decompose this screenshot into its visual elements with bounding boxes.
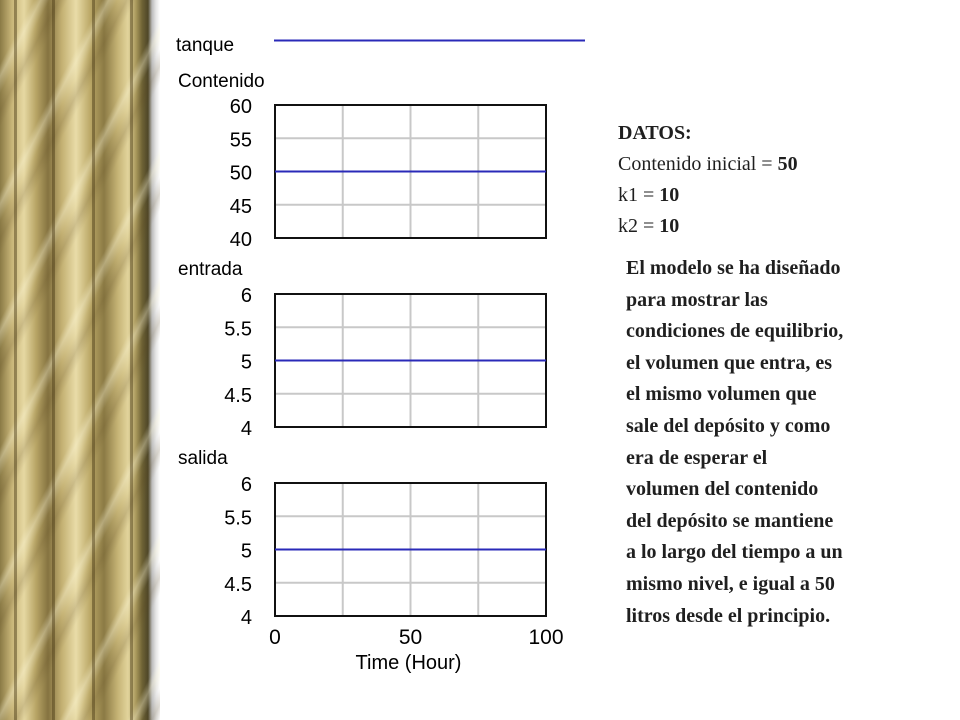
legend-label: tanque bbox=[176, 35, 235, 56]
datos-value: 10 bbox=[659, 215, 680, 237]
datos-label: Contenido inicial = bbox=[618, 153, 778, 175]
y-tick-label: 60 bbox=[229, 96, 252, 118]
description-line: mismo nivel, e igual a 50 bbox=[626, 572, 835, 595]
datos-value: 10 bbox=[659, 184, 680, 206]
chart-title: entrada bbox=[178, 259, 243, 280]
y-tick-label: 55 bbox=[229, 129, 252, 152]
description-line: el volumen que entra, es bbox=[626, 351, 833, 374]
description-text bbox=[626, 253, 926, 632]
y-tick-label: 5.5 bbox=[224, 507, 252, 530]
y-tick-label: 4 bbox=[240, 607, 252, 629]
datos-title: DATOS: bbox=[618, 122, 692, 144]
x-tick-label: 0 bbox=[269, 626, 281, 649]
y-tick-label: 5 bbox=[240, 351, 252, 374]
y-tick-label: 4 bbox=[240, 418, 252, 440]
y-tick-label: 45 bbox=[229, 195, 252, 218]
y-tick-label: 6 bbox=[240, 474, 252, 496]
description-line: era de esperar el bbox=[626, 446, 768, 469]
description-line: litros desde el principio. bbox=[626, 604, 831, 627]
datos-panel bbox=[618, 118, 918, 242]
x-tick-label: 100 bbox=[528, 626, 564, 649]
datos-value: 50 bbox=[777, 153, 798, 175]
y-tick-label: 5 bbox=[240, 540, 252, 563]
description-line: El modelo se ha diseñado bbox=[626, 257, 841, 279]
datos-line-k1 bbox=[618, 180, 918, 211]
datos-line-k2 bbox=[618, 211, 918, 242]
x-axis-label: Time (Hour) bbox=[355, 652, 462, 674]
y-tick-label: 6 bbox=[240, 285, 252, 307]
description-line: a lo largo del tiempo a un bbox=[626, 541, 843, 564]
description-line: el mismo volumen que bbox=[626, 383, 817, 406]
y-tick-label: 4.5 bbox=[224, 573, 252, 596]
datos-label: k1 = bbox=[618, 184, 660, 206]
y-tick-label: 4.5 bbox=[224, 384, 252, 407]
chart-title: salida bbox=[178, 448, 228, 469]
description-line: para mostrar las bbox=[626, 288, 768, 311]
chart-title: Contenido bbox=[178, 71, 265, 92]
x-tick-label: 50 bbox=[398, 626, 423, 649]
description-line: del depósito se mantiene bbox=[626, 509, 834, 532]
datos-line-contenido bbox=[618, 149, 918, 180]
description-line: sale del depósito y como bbox=[626, 414, 831, 437]
description-line: condiciones de equilibrio, bbox=[626, 320, 844, 343]
y-tick-label: 50 bbox=[229, 162, 252, 185]
datos-label: k2 = bbox=[618, 215, 660, 237]
y-tick-label: 5.5 bbox=[224, 318, 252, 341]
description-line: volumen del contenido bbox=[626, 478, 819, 501]
y-tick-label: 40 bbox=[229, 229, 252, 251]
